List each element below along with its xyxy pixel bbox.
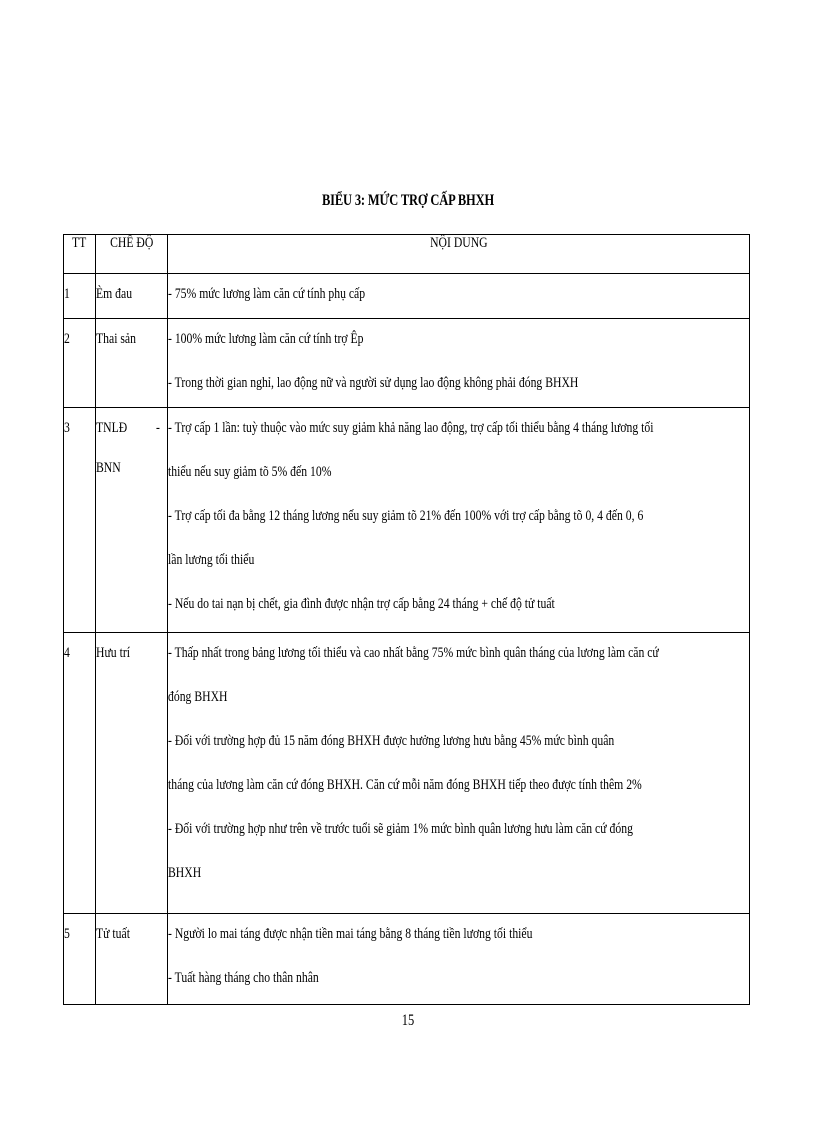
row-content: - 100% mức lương làm căn cứ tính trợ Êp - Trong thời gian nghỉ, lao động nữ và người sử dụng lao động không phải đóng BHXH (168, 319, 750, 408)
table-row (64, 408, 750, 633)
table-row (64, 633, 750, 914)
header-tt: TT (64, 235, 96, 274)
allowance-table (63, 234, 750, 1005)
table-title: BIỂU 3: MỨC TRỢ CẤP BHXH (321, 192, 495, 209)
table-header-row (64, 235, 750, 274)
row-number: 5 (64, 914, 96, 1005)
table-row (64, 274, 750, 319)
row-regime: Tử tuất (96, 914, 168, 1005)
row-content: - Thấp nhất trong bảng lương tối thiểu và cao nhất bằng 75% mức bình quân tháng của lương làm căn cứ đóng BHXH - Đối với trường hợp đủ 15 năm đóng BHXH được hưởng lương hưu bằng 45% mức bình quân tháng của lương làm căn cứ đóng BHXH. Căn cứ mỗi năm đóng BHXH tiếp theo được tính thêm 2% - Đối với trường hợp như trên về trước tuổi sẽ giảm 1% mức bình quân lương hưu làm căn cứ đóng BHXH (168, 633, 750, 914)
header-che-do: CHẾ ĐỘ (96, 235, 168, 274)
row-regime: Èm đau (96, 274, 168, 319)
page-number: 15 (401, 1012, 415, 1029)
row-regime: Hưu trí (96, 633, 168, 914)
table-row (64, 914, 750, 1005)
row-number: 2 (64, 319, 96, 408)
row-regime: Thai sản (96, 319, 168, 408)
table-row (64, 319, 750, 408)
row-number: 4 (64, 633, 96, 914)
row-content: - Người lo mai táng được nhận tiền mai táng bằng 8 tháng tiền lương tối thiểu - Tuất hàng tháng cho thân nhân (168, 914, 750, 1005)
header-noi-dung: NỘI DUNG (168, 235, 750, 274)
row-number: 3 (64, 408, 96, 633)
row-number: 1 (64, 274, 96, 319)
row-content: - Trợ cấp 1 lần: tuỳ thuộc vào mức suy giảm khả năng lao động, trợ cấp tối thiểu bằng 4 tháng lương tối thiểu nếu suy giảm tõ 5% đến 10% - Trợ cấp tối đa bằng 12 tháng lương nếu suy giảm tõ 21% đến 100% với trợ cấp bằng tõ 0, 4 đến 0, 6 lần lương tối thiểu - Nếu do tai nạn bị chết, gia đình được nhận trợ cấp bằng 24 tháng + chế độ tử tuất (168, 408, 750, 633)
row-regime: TNLĐ - BNN (96, 408, 168, 633)
row-content: - 75% mức lương làm căn cứ tính phụ cấp (168, 274, 750, 319)
